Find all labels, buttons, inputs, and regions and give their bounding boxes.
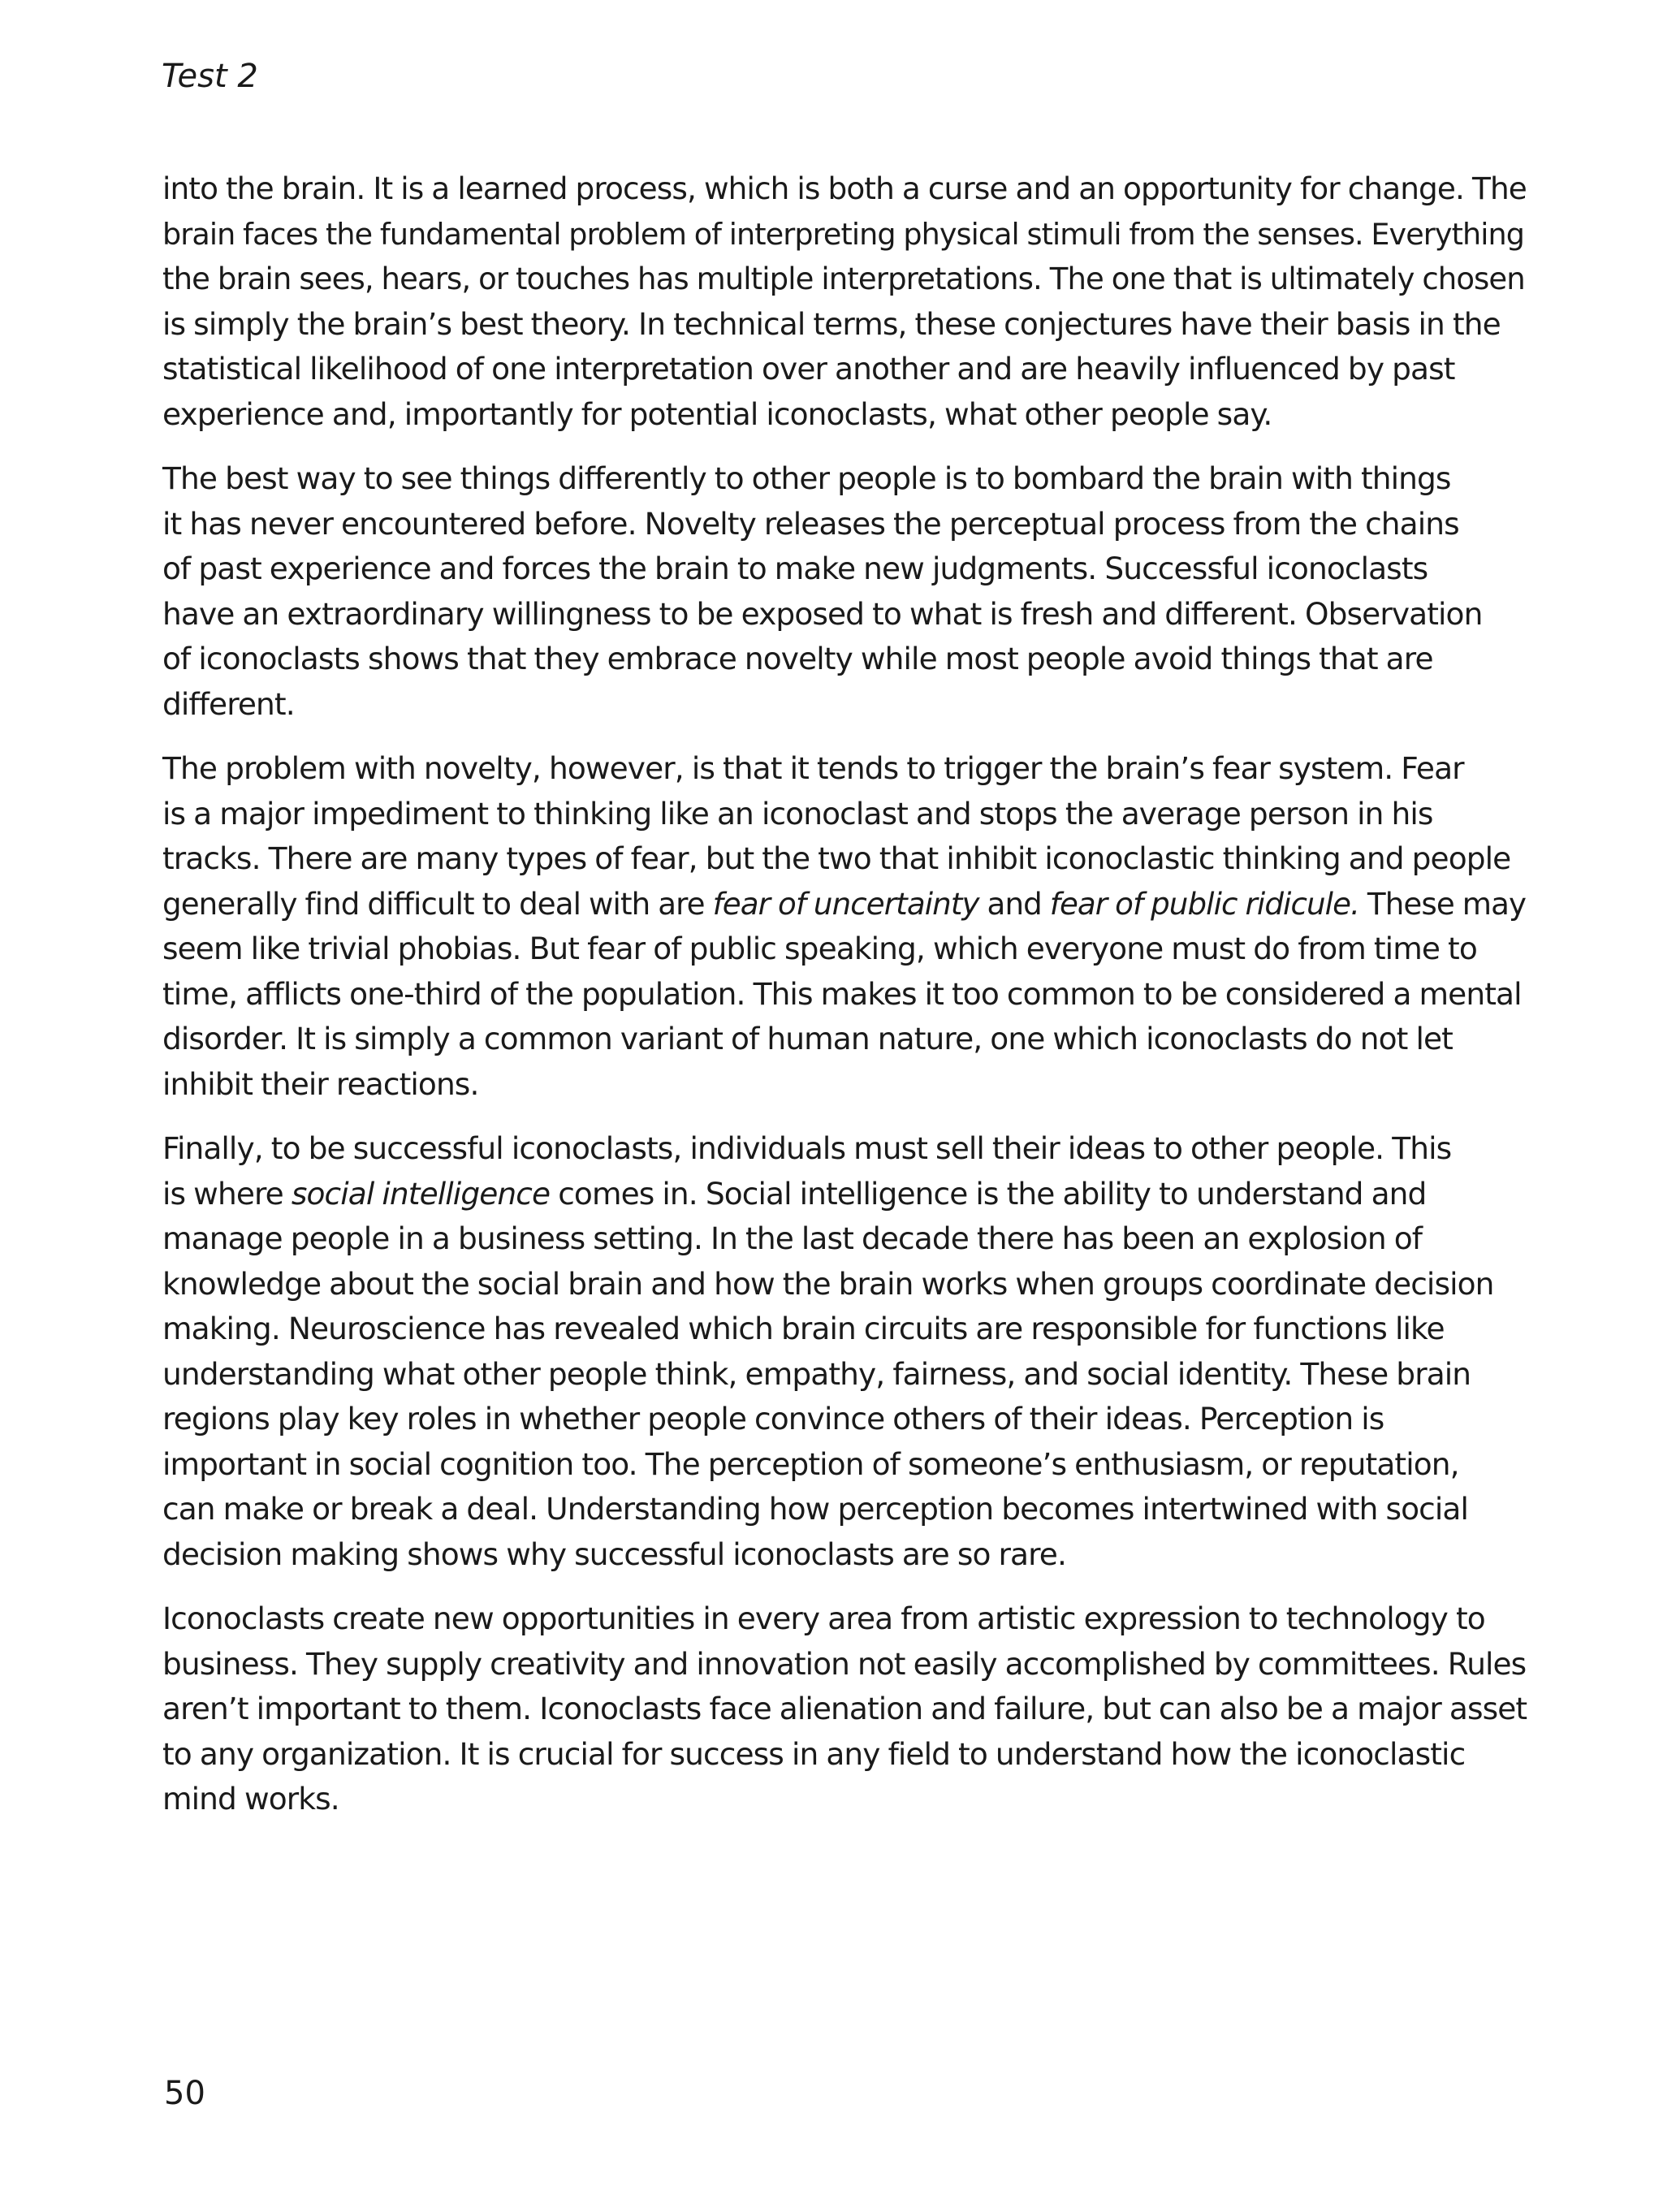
text-segment: is simply the brain’s best theory. In technical terms, these conjectures have their basis in the: [162, 305, 1501, 342]
text-line: [162, 637, 1527, 682]
text-segment: experience and, importantly for potential iconoclasts, what other people say.: [162, 395, 1272, 432]
text-line: [162, 1126, 1527, 1172]
running-header: Test 2: [162, 58, 258, 95]
text-line: [162, 1216, 1527, 1262]
text-segment: of iconoclasts shows that they embrace novelty while most people avoid things that are: [162, 641, 1433, 676]
text-line: [162, 1062, 1527, 1108]
text-line: [162, 592, 1527, 637]
text-segment: business. They supply creativity and innovation not easily accomplished by committees. Rules: [162, 1645, 1527, 1682]
text-segment: mind works.: [162, 1781, 339, 1817]
text-segment: generally find difficult to deal with are: [162, 885, 713, 922]
paragraph: [162, 1126, 1527, 1577]
text-line: [162, 1596, 1527, 1642]
text-segment: time, afflicts one-third of the population. This makes it too common to be considered a mental: [162, 975, 1522, 1012]
text-line: [162, 392, 1527, 438]
paragraph: [162, 1596, 1527, 1822]
text-segment: to any organization. It is crucial for success in any field to understand how the iconoclastic: [162, 1735, 1466, 1772]
text-segment: is where: [162, 1175, 292, 1212]
text-segment: important in social cognition too. The perception of someone’s enthusiasm, or reputation,: [162, 1445, 1459, 1482]
text-segment: making. Neuroscience has revealed which brain circuits are responsible for functions like: [162, 1311, 1445, 1346]
text-line: [162, 1687, 1527, 1732]
text-segment: disorder. It is simply a common variant of human nature, one which iconoclasts do not let: [162, 1021, 1453, 1056]
emphasized-term: fear of uncertainty: [712, 885, 979, 922]
text-segment: regions play key roles in whether people convince others of their ideas. Perception is: [162, 1401, 1384, 1437]
text-segment: aren’t important to them. Iconoclasts face alienation and failure, but can also be a major asset: [162, 1691, 1527, 1726]
text-line: [162, 212, 1527, 257]
text-line: [162, 1172, 1527, 1217]
text-line: [162, 1352, 1527, 1398]
text-segment: of past experience and forces the brain to make new judgments. Successful iconoclasts: [162, 551, 1428, 586]
text-segment: it has never encountered before. Novelty releases the perceptual process from the chains: [162, 505, 1459, 542]
paragraph: [162, 746, 1527, 1107]
text-line: [162, 456, 1527, 502]
text-line: [162, 1307, 1527, 1352]
text-segment: different.: [162, 685, 295, 722]
text-line: [162, 1777, 1527, 1822]
emphasized-term: social intelligence: [291, 1175, 551, 1212]
text-segment: Iconoclasts create new opportunities in every area from artistic expression to technology to: [162, 1601, 1485, 1636]
text-line: [162, 682, 1527, 728]
text-segment: have an extraordinary willingness to be exposed to what is fresh and different. Observation: [162, 595, 1483, 632]
text-line: [162, 882, 1527, 927]
text-segment: and: [978, 885, 1050, 922]
paragraph: [162, 166, 1527, 437]
text-line: [162, 347, 1527, 392]
emphasized-term: fear of public ridicule.: [1049, 885, 1359, 922]
text-segment: is a major impediment to thinking like an iconoclast and stops the average person in his: [162, 795, 1433, 832]
text-line: [162, 257, 1527, 302]
page-number: 50: [164, 2075, 205, 2112]
text-segment: into the brain. It is a learned process, which is both a curse and an opportunity for change. The: [162, 171, 1527, 206]
body-text: [162, 166, 1527, 1842]
text-line: [162, 302, 1527, 348]
text-segment: knowledge about the social brain and how the brain works when groups coordinate decision: [162, 1265, 1494, 1302]
text-line: [162, 746, 1527, 792]
text-segment: the brain sees, hears, or touches has multiple interpretations. The one that is ultimately chosen: [162, 261, 1525, 296]
text-line: [162, 1262, 1527, 1307]
text-segment: The problem with novelty, however, is that it tends to trigger the brain’s fear system. Fear: [162, 750, 1464, 786]
text-segment: manage people in a business setting. In the last decade there has been an explosion of: [162, 1220, 1423, 1256]
text-segment: decision making shows why successful iconoclasts are so rare.: [162, 1536, 1067, 1572]
text-line: [162, 1397, 1527, 1442]
text-line: [162, 166, 1527, 212]
text-segment: tracks. There are many types of fear, but the two that inhibit iconoclastic thinking and people: [162, 840, 1511, 876]
text-line: [162, 1487, 1527, 1532]
text-line: [162, 927, 1527, 972]
text-line: [162, 1442, 1527, 1488]
text-segment: comes in. Social intelligence is the ability to understand and: [550, 1175, 1427, 1212]
text-line: [162, 792, 1527, 837]
text-segment: The best way to see things differently to other people is to bombard the brain with things: [162, 460, 1451, 496]
paragraph: [162, 456, 1527, 727]
text-line: [162, 972, 1527, 1017]
text-segment: These may: [1359, 885, 1527, 922]
text-line: [162, 1732, 1527, 1778]
text-segment: can make or break a deal. Understanding how perception becomes intertwined with social: [162, 1491, 1468, 1527]
text-segment: inhibit their reactions.: [162, 1065, 479, 1102]
text-segment: Finally, to be successful iconoclasts, individuals must sell their ideas to other people. This: [162, 1130, 1452, 1166]
text-line: [162, 1017, 1527, 1062]
text-segment: brain faces the fundamental problem of interpreting physical stimuli from the senses. Everything: [162, 216, 1524, 252]
text-line: [162, 502, 1527, 547]
text-line: [162, 547, 1527, 592]
text-line: [162, 836, 1527, 882]
text-segment: seem like trivial phobias. But fear of public speaking, which everyone must do from time to: [162, 931, 1477, 966]
text-segment: statistical likelihood of one interpretation over another and are heavily influenced by past: [162, 351, 1455, 387]
text-line: [162, 1532, 1527, 1578]
text-segment: understanding what other people think, empathy, fairness, and social identity. These brain: [162, 1355, 1471, 1392]
text-line: [162, 1642, 1527, 1687]
